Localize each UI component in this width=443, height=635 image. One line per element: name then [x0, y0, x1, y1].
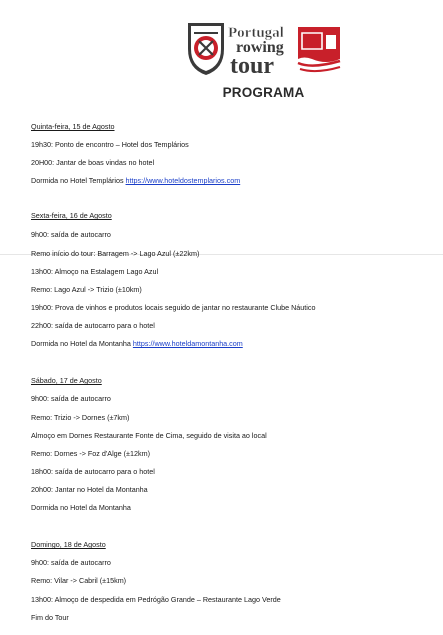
red-flag-icon — [298, 27, 340, 71]
program-line: 18h00: saída de autocarro para o hotel — [31, 467, 155, 476]
program-line: Remo: Trizio -> Dornes (±7km) — [31, 413, 130, 422]
shield-emblem-icon — [188, 23, 224, 75]
program-line: 20h00: Jantar no Hotel da Montanha — [31, 485, 148, 494]
program-line: 13h00: Almoço na Estalagem Lago Azul — [31, 267, 159, 276]
program-line: Fim do Tour — [31, 613, 69, 622]
program-line: Remo início do tour: Barragem -> Lago Azul (±22km) — [31, 249, 200, 258]
program-line: 13h00: Almoço de despedida em Pedrógão Grande – Restaurante Lago Verde — [31, 595, 281, 604]
program-line: Remo: Dornes -> Foz d'Alge (±12km) — [31, 449, 150, 458]
program-line-text: Dormida no Hotel da Montanha — [31, 339, 133, 348]
program-line — [31, 339, 243, 348]
day-heading-saturday: Sábado, 17 de Agosto — [31, 376, 102, 385]
day-heading-friday: Sexta-feira, 16 de Agosto — [31, 211, 112, 220]
hotel-templarios-link[interactable]: https://www.hoteldostemplarios.com — [125, 176, 241, 185]
program-line: 19h30: Ponto de encontro – Hotel dos Templários — [31, 140, 189, 149]
program-line: 9h00: saída de autocarro — [31, 558, 111, 567]
program-line-text: Dormida no Hotel Templários — [31, 176, 126, 185]
portugal-rowing-tour-logo — [186, 19, 342, 77]
program-line: 9h00: saída de autocarro — [31, 230, 111, 239]
program-line: 9h00: saída de autocarro — [31, 394, 111, 403]
logo-word-rowing: rowing — [236, 39, 284, 56]
day-heading-thursday: Quinta-feira, 15 de Agosto — [31, 122, 115, 131]
logo-word-portugal: Portugal — [228, 25, 284, 41]
program-line: Remo: Vilar -> Cabril (±15km) — [31, 576, 127, 585]
program-line: 22h00: saída de autocarro para o hotel — [31, 321, 155, 330]
program-line: Almoço em Dornes Restaurante Fonte de Cima, seguido de visita ao local — [31, 431, 267, 440]
program-line: 20H00: Jantar de boas vindas no hotel — [31, 158, 155, 167]
program-line: 19h00: Prova de vinhos e produtos locais seguido de jantar no restaurante Clube Náutico — [31, 303, 316, 312]
day-heading-sunday: Domingo, 18 de Agosto — [31, 540, 106, 549]
page-title: PROGRAMA — [222, 85, 305, 100]
hotel-montanha-link[interactable]: https://www.hoteldamontanha.com — [132, 339, 243, 348]
program-line — [31, 176, 240, 185]
logo-word-tour: tour — [230, 53, 274, 77]
program-line: Remo: Lago Azul -> Trizio (±10km) — [31, 285, 142, 294]
program-line: Dormida no Hotel da Montanha — [31, 503, 131, 512]
